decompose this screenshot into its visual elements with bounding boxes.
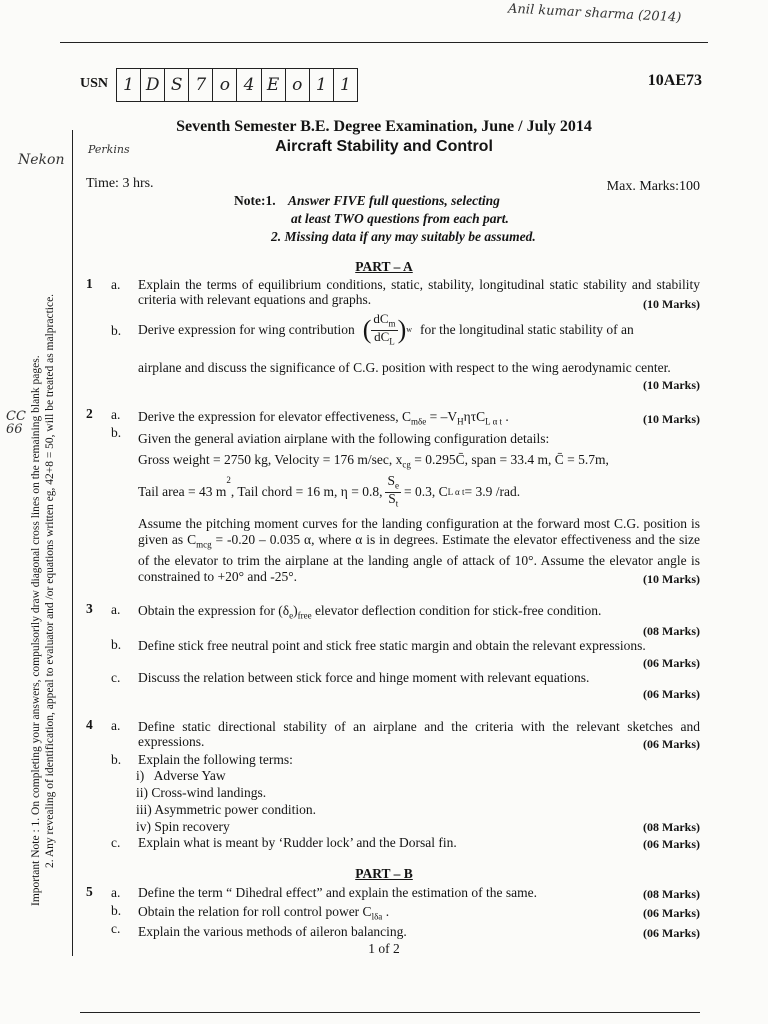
q5b-text: Obtain the relation for roll control power $C_{l\delta a}$ . [138, 904, 390, 922]
usn-cell: S [165, 69, 189, 101]
q4c-marks: (06 Marks) [643, 837, 700, 851]
q2a-text: Derive the expression for elevator effectiveness, $C_{m\delta e} = -V_H\eta\tau C_{L \alpha t}$ . [138, 409, 509, 427]
note1-text: Answer FIVE full questions, selecting [288, 193, 500, 208]
q2b-text4: Assume the pitching moment curves for the landing configuration at the forward most C.G. position is given as $C_{mcg} = -0.20 - 0.035$ α, where α is in degrees. Estimate the elevator effectiveness and the size of the elevator to trim the airplane at the landing angle of attack of 10°. Assume the elevator angle is constrained to +20° and -25°. [138, 516, 700, 584]
q1b-marks: (10 Marks) [643, 378, 700, 392]
q1a-text: Explain the terms of equilibrium conditions, static, stability, longitudinal static stability and stability criteria with relevant equations and graphs. [138, 277, 700, 307]
usn-box [116, 68, 358, 102]
q2b-text2: Gross weight = 2750 kg, Velocity = 176 m/sec, $x_{cg}$ = 0.295C̄, span = 33.4 m, C̄ = 5.7m, [138, 452, 609, 470]
q1a-label: a. [111, 277, 121, 292]
q5a-text: Define the term “ Dihedral effect” and explain the estimation of the same. [138, 885, 537, 900]
note2-text: 2. Missing data if any may suitably be assumed. [271, 229, 536, 244]
usn-cell: 4 [237, 69, 261, 101]
q1b-frac-den-sub: L [389, 336, 395, 347]
q1b-frac-den: dC [374, 328, 390, 344]
q1b-text1: Derive expression for wing contribution [138, 322, 355, 337]
q1b-label: b. [111, 323, 122, 338]
q2-number: 2 [86, 406, 93, 421]
q4c-text: Explain what is meant by ‘Rudder lock’ and the Dorsal fin. [138, 835, 457, 850]
q4b-item: i) Adverse Yaw [136, 768, 226, 783]
handwritten-note-left: Nekon [18, 152, 65, 168]
q1b-text2: for the longitudinal static stability of an [420, 322, 634, 337]
subject-title: Aircraft Stability and Control [275, 138, 493, 155]
usn-cell: 1 [117, 69, 141, 101]
q4b-marks: (08 Marks) [643, 820, 700, 834]
max-marks: Max. Marks:100 [606, 179, 700, 194]
q3a-marks: (08 Marks) [643, 624, 700, 638]
usn-cell: E [262, 69, 286, 101]
q2b-marks: (10 Marks) [643, 572, 700, 586]
q3b-label: b. [111, 637, 122, 652]
usn-cell: 7 [189, 69, 213, 101]
usn-cell: 1 [339, 75, 351, 95]
q3c-marks: (06 Marks) [643, 687, 700, 701]
note1b-text: at least TWO questions from each part. [291, 211, 509, 226]
exam-title: Seventh Semester B.E. Degree Examination, June / July 2014 [176, 118, 592, 135]
q2a-marks: (10 Marks) [643, 412, 700, 426]
q1b-frac-outer-sub: w [406, 325, 413, 334]
q4a-label: a. [111, 718, 121, 733]
q4b-label: b. [111, 752, 122, 767]
q5c-marks: (06 Marks) [643, 926, 700, 940]
part-a-heading: PART – A [355, 259, 413, 274]
q5c-text: Explain the various methods of aileron balancing. [138, 924, 407, 939]
q1b-text3: airplane and discuss the significance of C.G. position with respect to the wing aerodynamic center. [138, 360, 671, 375]
q1a-marks: (10 Marks) [643, 297, 700, 311]
q3a-text: Obtain the expression for $(\delta_e)_{free}$ elevator deflection condition for stick-free condition. [138, 603, 602, 621]
q4b-item: iv) Spin recovery [136, 819, 230, 834]
q4-number: 4 [86, 717, 93, 732]
q3b-text: Define stick free neutral point and stick free static margin and obtain the relevant expressions. [138, 638, 646, 653]
usn-cell: D [141, 69, 165, 101]
usn-cell: o [213, 69, 237, 101]
usn-label: USN [80, 76, 109, 91]
top-rule [60, 42, 708, 43]
page-number: 1 of 2 [368, 941, 400, 956]
course-code: 10AE73 [647, 72, 702, 89]
q4b-text: Explain the following terms: [138, 752, 293, 767]
q4c-label: c. [111, 835, 121, 850]
q5-number: 5 [86, 884, 93, 899]
handwritten-name: Anil kumar sharma (2014) [507, 1, 682, 26]
q1b-frac-num: dC [373, 310, 389, 326]
part-b-heading: PART – B [355, 866, 413, 881]
handwritten-note-perkins: Perkins [88, 143, 130, 156]
q5c-label: c. [111, 921, 121, 936]
usn-cell: 1 [310, 69, 334, 101]
q1b-frac-num-sub: m [388, 318, 396, 329]
q5b-label: b. [111, 903, 122, 918]
q2b-text3: Tail area = 43 m $^2$ , Tail chord = 16 m, η = 0.8, $\frac{S_e}{S_t}$ = 0.3, C L α t = 3.9 /rad. [138, 473, 521, 509]
q4a-marks: (06 Marks) [643, 737, 700, 751]
q1b-fraction: ( $\frac{dC_m}{dC_L}$ ) w [363, 310, 412, 350]
q3b-marks: (06 Marks) [643, 656, 700, 670]
q4b-item: iii) Asymmetric power condition. [136, 802, 316, 817]
side-note-line2: 2. Any revealing of identification, appeal to evaluator and /or equations written eg, 42+8 = 50, will be treated as malpractice. [44, 293, 56, 868]
bottom-rule [80, 1012, 700, 1013]
note1-prefix: Note:1. [234, 193, 276, 208]
q3c-label: c. [111, 670, 121, 685]
usn-cell: o [286, 69, 310, 101]
q2a-label: a. [111, 407, 121, 422]
q1b-line1 [138, 310, 700, 350]
q2b-se-st-fraction: $\frac{S_e}{S_t}$ [387, 473, 399, 509]
q1-number: 1 [86, 276, 93, 291]
q2b-text1: Given the general aviation airplane with the following configuration details: [138, 431, 550, 446]
q3a-label: a. [111, 602, 121, 617]
q5b-marks: (06 Marks) [643, 906, 700, 920]
q4b-item: ii) Cross-wind landings. [136, 785, 267, 800]
q2b-label: b. [111, 425, 122, 440]
q3c-text: Discuss the relation between stick force and hinge moment with relevant equations. [138, 670, 590, 685]
left-margin-rule [72, 130, 73, 956]
handwritten-note-margin: CC 66 [6, 409, 26, 437]
side-note-line1: Important Note : 1. On completing your answers, compulsorily draw diagonal cross lines on the remaining blank pages. [30, 355, 42, 906]
q4a-text: Define static directional stability of an airplane and the criteria with the relevant sketches and expressions. [138, 719, 700, 749]
q5a-marks: (08 Marks) [643, 887, 700, 901]
q5a-label: a. [111, 885, 121, 900]
q3-number: 3 [86, 601, 93, 616]
time-allowed: Time: 3 hrs. [86, 176, 154, 191]
